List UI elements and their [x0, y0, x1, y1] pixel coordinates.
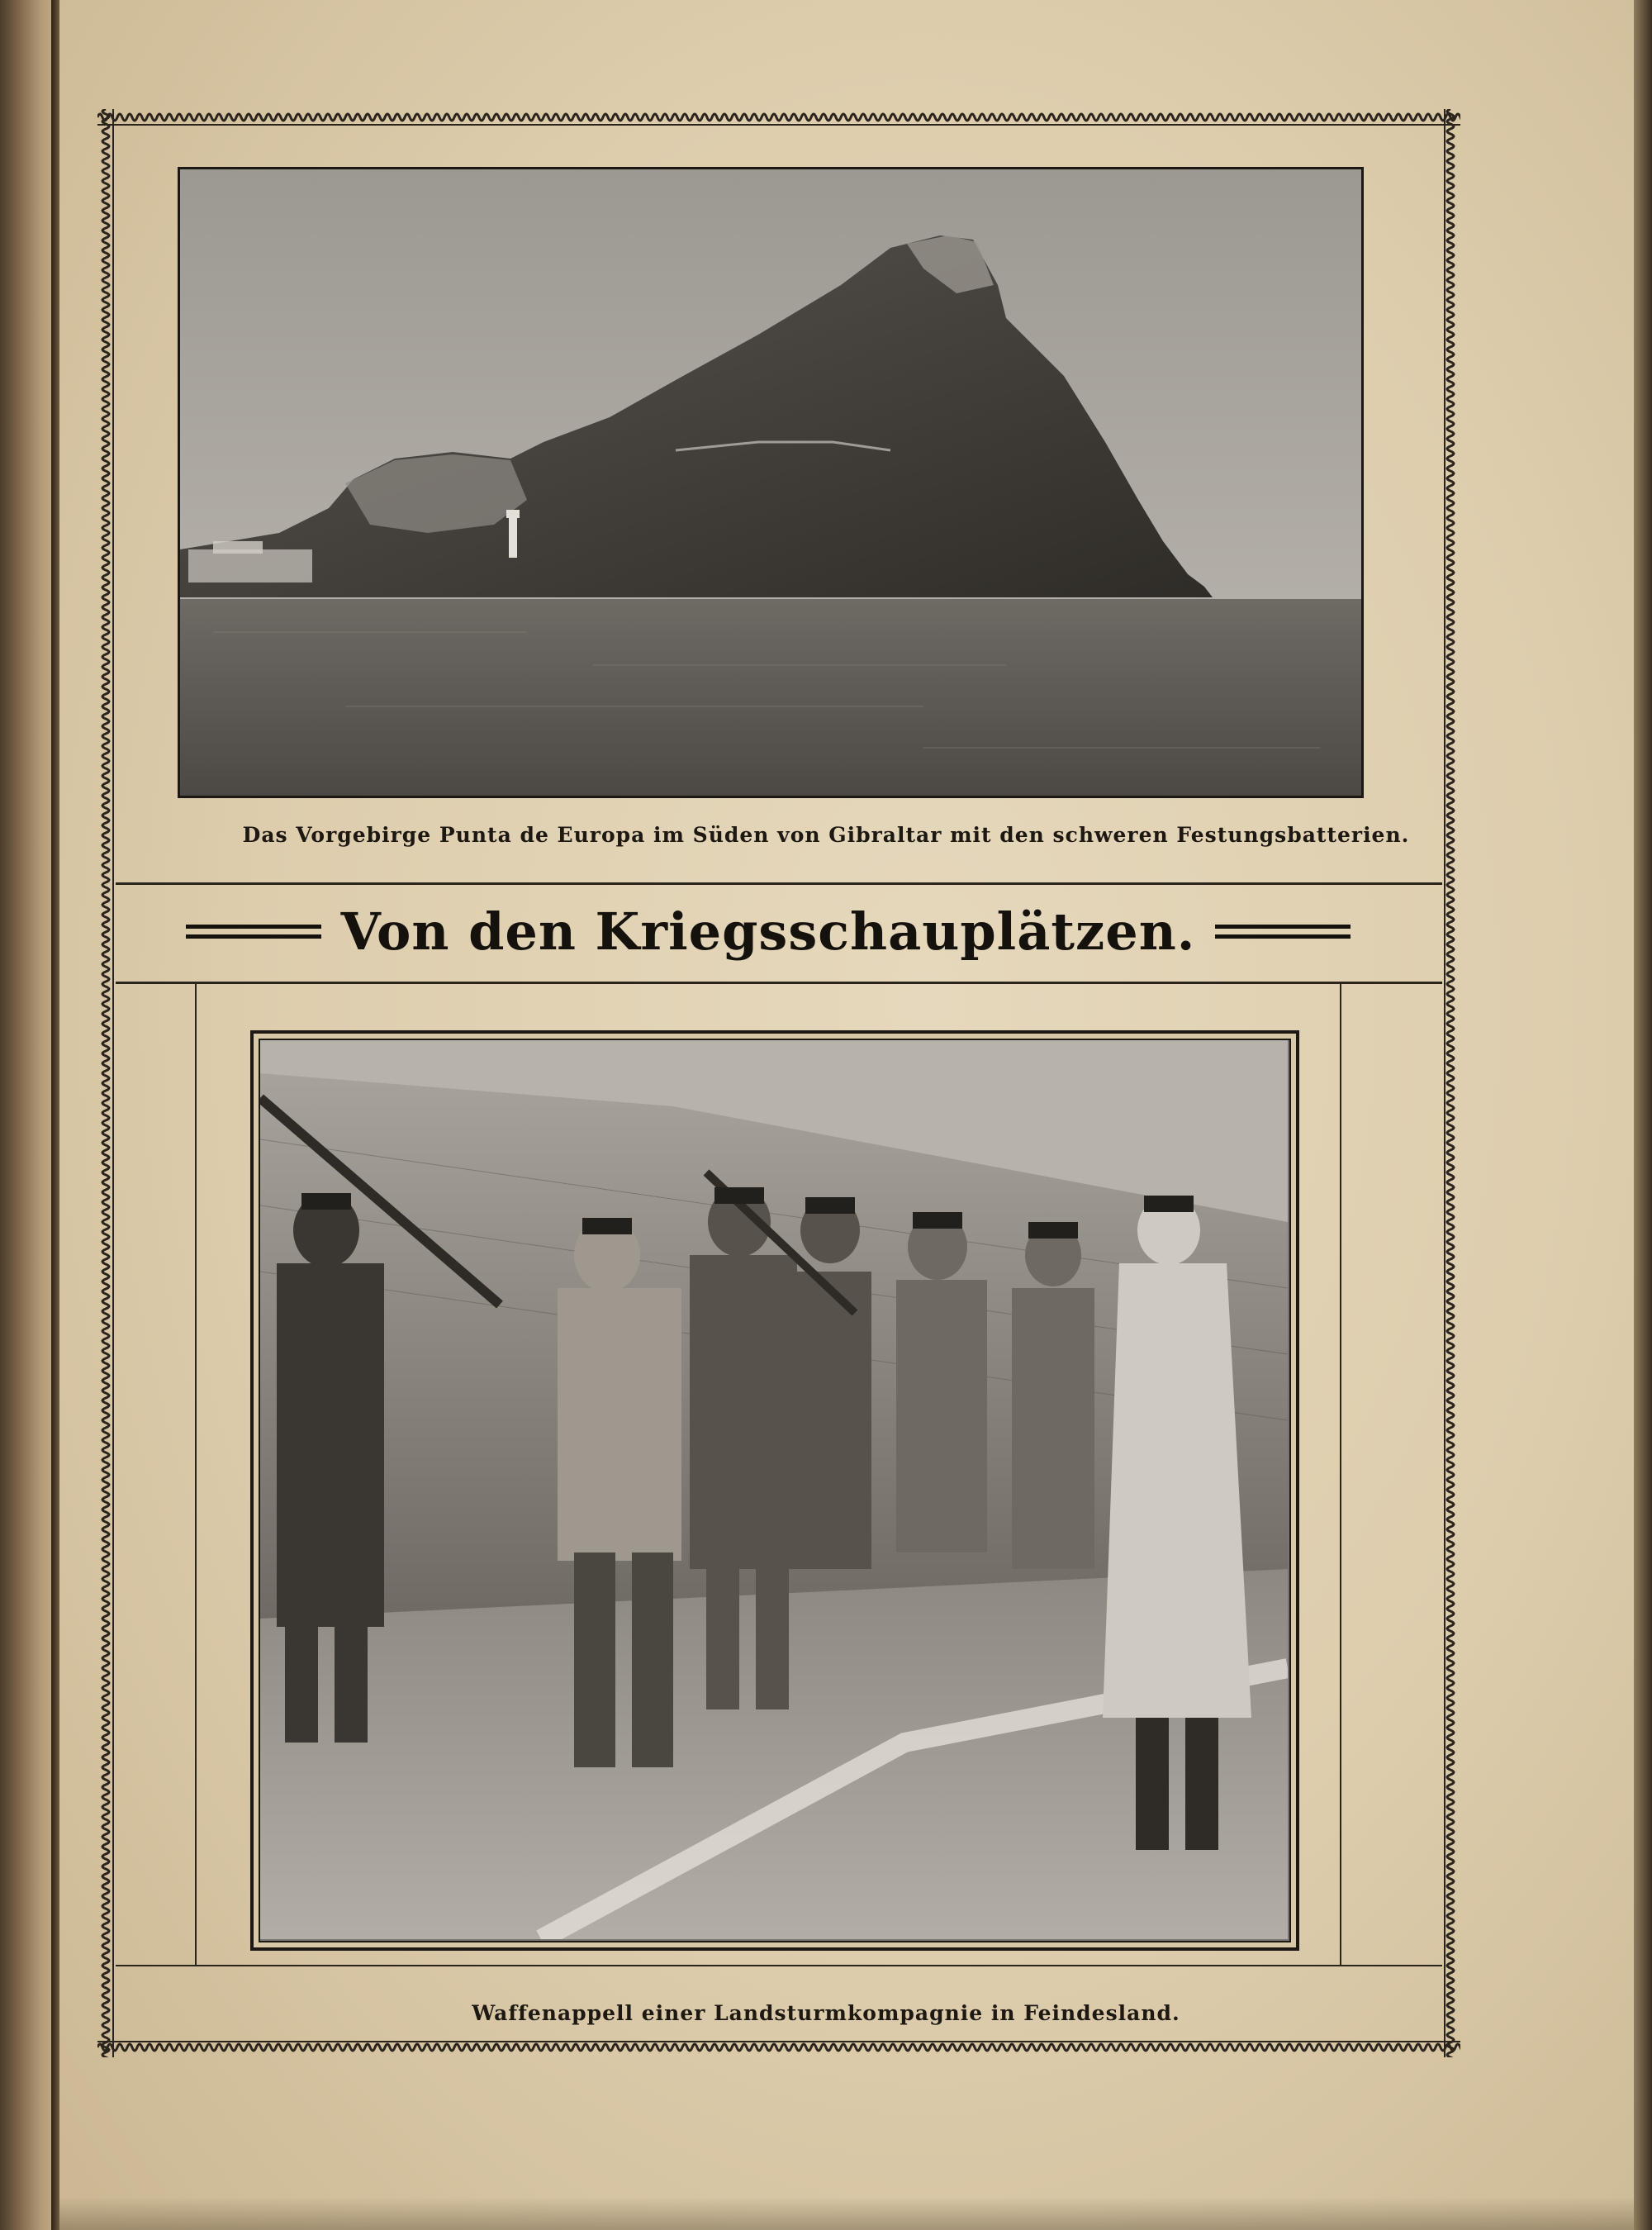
binding-edge — [51, 0, 59, 2230]
top-photo-caption: Das Vorgebirge Punta de Europa im Süden von Gibraltar mit den schweren Festungsbatterien. — [242, 823, 1410, 847]
left-wavy-border — [97, 109, 116, 2057]
right-wavy-border — [1442, 109, 1460, 2057]
soldiers-photo — [259, 1039, 1291, 1942]
book-binding — [0, 0, 58, 2230]
heading-left-rules — [186, 925, 321, 939]
page-bottom-shadow — [59, 2197, 1634, 2230]
section-heading-bar — [186, 894, 1351, 968]
bottom-panel-base-rule — [116, 1965, 1442, 1966]
soldiers-photo-frame — [250, 1030, 1299, 1951]
bottom-panel-left-rule — [195, 982, 197, 1965]
gibraltar-photo — [178, 167, 1364, 798]
heading-right-rules — [1215, 925, 1351, 939]
page-right-edge — [1634, 0, 1652, 2230]
top-wavy-border — [97, 109, 1460, 127]
bottom-wavy-border — [97, 2039, 1460, 2057]
bottom-panel-right-rule — [1340, 982, 1341, 1965]
heading-top-rule — [116, 882, 1442, 885]
heading-bottom-rule — [116, 982, 1442, 984]
bottom-photo-caption: Waffenappell einer Landsturmkompagnie in Feindesland. — [472, 2001, 1180, 2025]
section-heading: Von den Kriegsschauplätzen. — [340, 901, 1196, 962]
